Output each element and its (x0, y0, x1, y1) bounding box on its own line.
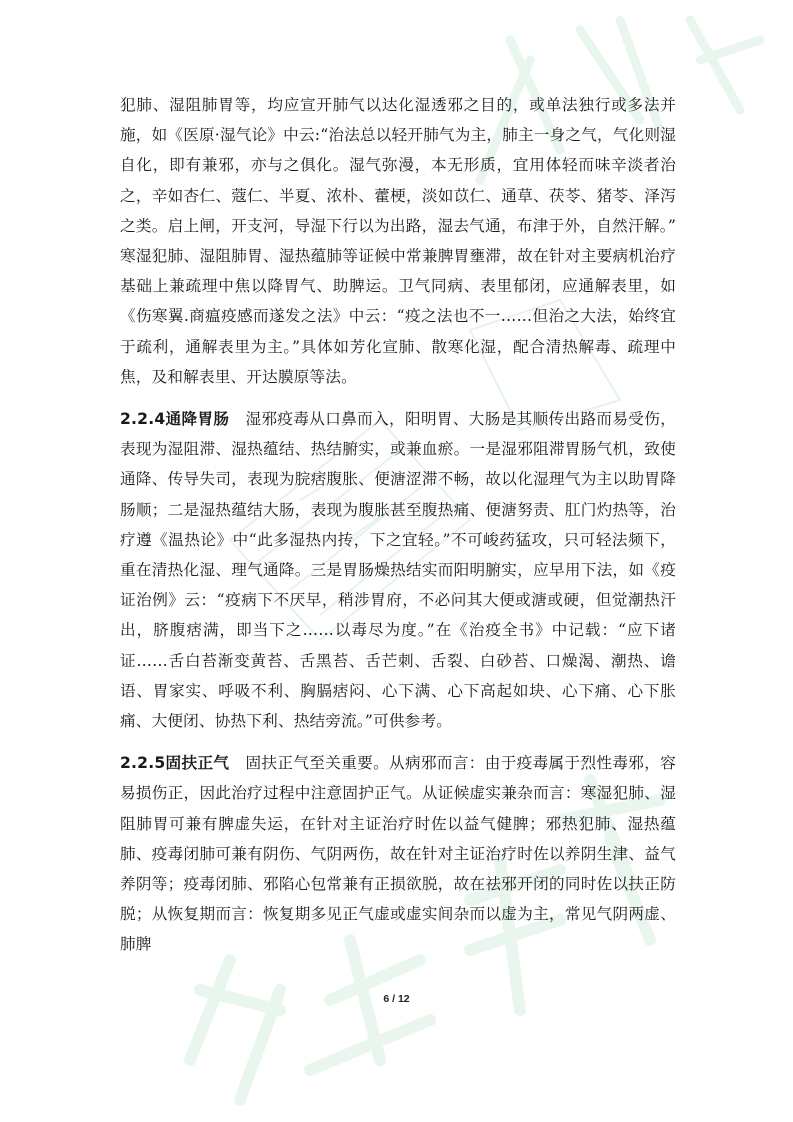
section-2-2-5-title: 固扶正气 (165, 754, 230, 773)
section-2-2-4-title: 通降胃肠 (165, 410, 230, 429)
section-2-2-5-number: 2.2.5 (120, 754, 166, 773)
section-2-2-5 (120, 748, 676, 959)
section-2-2-4-number: 2.2.4 (120, 410, 166, 429)
page-body (120, 90, 676, 972)
section-2-2-4-body: 湿邪疫毒从口鼻而入，阳明胃、大肠是其顺传出路而易受伤，表现为湿阻滞、湿热蕴结、热结腑实，或兼血瘀。一是湿邪阻滞胃肠气机，致使通降、传导失司，表现为脘痞腹胀、便溏涩滞不畅，故以化湿理气为主以助胃降肠顺；二是湿热蕴结大肠，表现为腹胀甚至腹热痛、便溏努责、肛门灼热等，治疗遵《温热论》中“此多湿热内抟，下之宜轻。”不可峻药猛攻，只可轻法频下，重在清热化湿、理气通降。三是胃肠燥热结实而阳明腑实，应早用下法，如《疫证治例》云：“疫病下不厌早，稍涉胃府，不必问其大便或溏或硬，但觉潮热汗出，脐腹痞满，即当下之……以毒尽为度。”在《治疫全书》中记载：“应下诸证……舌白苔渐变黄苔、舌黑苔、舌芒刺、舌裂、白砂苔、口燥渴、潮热、谵语、胃家实、呼吸不利、胸膈痞闷、心下满、心下高起如块、心下痛、心下胀痛、大便闭、协热下利、热结旁流。”可供参考。 (120, 410, 676, 731)
section-2-2-4 (120, 404, 676, 736)
section-2-2-5-body: 固扶正气至关重要。从病邪而言：由于疫毒属于烈性毒邪，容易损伤正，因此治疗过程中注意固护正气。从证候虚实兼杂而言：寒湿犯肺、湿阻肺胃可兼有脾虚失运，在针对主证治疗时佐以益气健脾；邪热犯肺、湿热蕴肺、疫毒闭肺可兼有阴伤、气阴两伤，故在针对主证治疗时佐以养阴生津、益气养阴等；疫毒闭肺、邪陷心包常兼有正损欲脱，故在祛邪开闭的同时佐以扶正防脱；从恢复期而言：恢复期多见正气虚或虚实间杂而以虚为主，常见气阴两虚、肺脾 (120, 754, 676, 954)
page-number: 6 / 12 (383, 993, 410, 1005)
paragraph-1: 犯肺、湿阻肺胃等，均应宣开肺气以达化湿透邪之目的，或单法独行或多法并施，如《医原·湿气论》中云:“治法总以轻开肺气为主，肺主一身之气，气化则湿自化，即有兼邪，亦与之俱化。湿气弥漫，本无形质，宜用体轻而味辛淡者治之，辛如杏仁、蔻仁、半夏、浓朴、藿梗，淡如苡仁、通草、茯苓、猪苓、泽泻之类。启上闸，开支河，导湿下行以为出路，湿去气通，布津于外，自然汗解。” 寒湿犯肺、湿阻肺胃、湿热蕴肺等证候中常兼脾胃壅滞，故在针对主要病机治疗基础上兼疏理中焦以降胃气、助脾运。卫气同病、表里郁闭，应通解表里，如《伤寒翼.商瘟疫感而遂发之法》中云：“疫之法也不一……但治之大法，始终宜于疏利，通解表里为主。”具体如芳化宣肺、散寒化湿，配合清热解毒、疏理中焦，及和解表里、开达膜原等法。 (120, 96, 676, 386)
